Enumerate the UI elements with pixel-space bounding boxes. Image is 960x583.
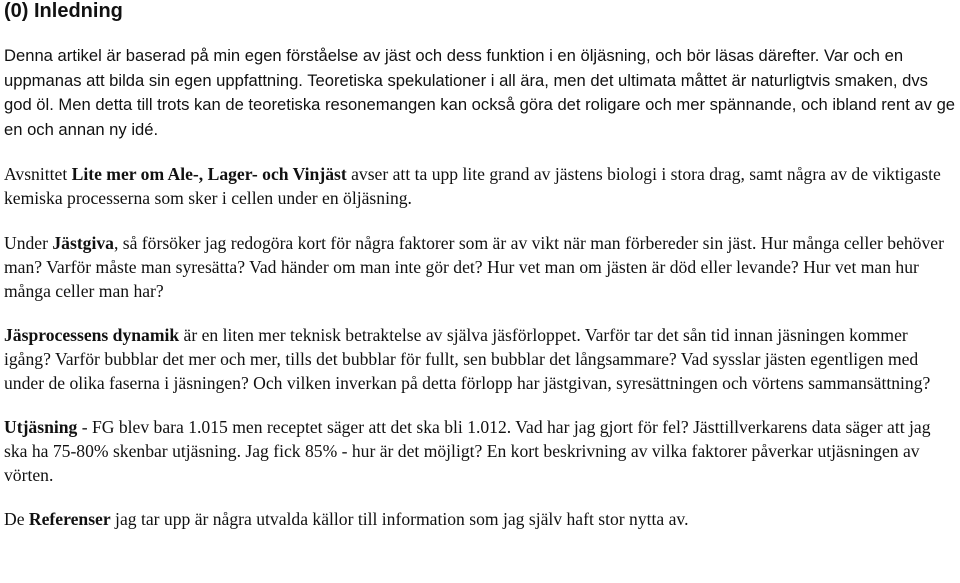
dynamik-paragraph	[4, 323, 956, 395]
document-page	[4, 0, 956, 531]
utjasning-text: - FG blev bara 1.015 men receptet säger att det ska bli 1.012. Vad har jag gjort för fel? Jästtillverkarens data säger att jag ska ha 75-80% skenbar utjäsning. Jag fick 85% - hur är det möjligt? En kort beskrivning av vilka faktorer påverkar utjäsningen av vörten.	[4, 417, 931, 485]
section-heading: (0) Inledning	[4, 0, 123, 22]
lite-mer-paragraph	[4, 162, 956, 210]
referenser-paragraph	[4, 507, 956, 531]
jastgiva-prefix: Under	[4, 233, 53, 253]
lite-mer-prefix: Avsnittet	[4, 164, 72, 184]
dynamik-text: är en liten mer teknisk betraktelse av själva jäsförloppet. Varför tar det sån tid innan jäsningen kommer igång? Varför bubblar det mer och mer, tills det bubblar för fullt, sen bubblar det långsammare? Vad sysslar jästen egentligen med under de olika faserna i jäsningen? Och vilken inverkan på detta förlopp har jästgivan, syresättningen och vörtens sammansättning?	[4, 325, 931, 393]
referenser-prefix: De	[4, 509, 29, 529]
lite-mer-title: Lite mer om Ale-, Lager- och Vinjäst	[71, 164, 347, 184]
jastgiva-paragraph	[4, 231, 956, 303]
utjasning-title: Utjäsning	[4, 417, 78, 437]
referenser-text: jag tar upp är några utvalda källor till information som jag själv haft stor nytta av.	[110, 509, 689, 529]
jastgiva-text: , så försöker jag redogöra kort för några faktorer som är av vikt när man förbereder sin jäst. Hur många celler behöver man? Varför måste man syresätta? Vad händer om man inte gör det? Hur vet man om jästen är död eller levande? Hur vet man hur många celler man har?	[4, 233, 944, 301]
jastgiva-title: Jästgiva	[52, 233, 114, 253]
intro-paragraph: Denna artikel är baserad på min egen förståelse av jäst och dess funktion i en öljäsning, och bör läsas därefter. Var och en uppmanas att bilda sin egen uppfattning. Teoretiska spekulationer i all ära, men det ultimata måttet är naturligtvis smaken, dvs god öl. Men detta till trots kan de teoretiska resonemangen kan också göra det roligare och mer spännande, och ibland rent av ge en och annan ny idé.	[4, 46, 956, 139]
lite-mer-text: avser att ta upp lite grand av jästens biologi i stora drag, samt några av de viktigaste kemiska processerna som sker i cellen under en öljäsning.	[4, 164, 941, 208]
dynamik-title: Jäsprocessens dynamik	[4, 325, 180, 345]
utjasning-paragraph	[4, 415, 956, 487]
referenser-title: Referenser	[28, 509, 111, 529]
